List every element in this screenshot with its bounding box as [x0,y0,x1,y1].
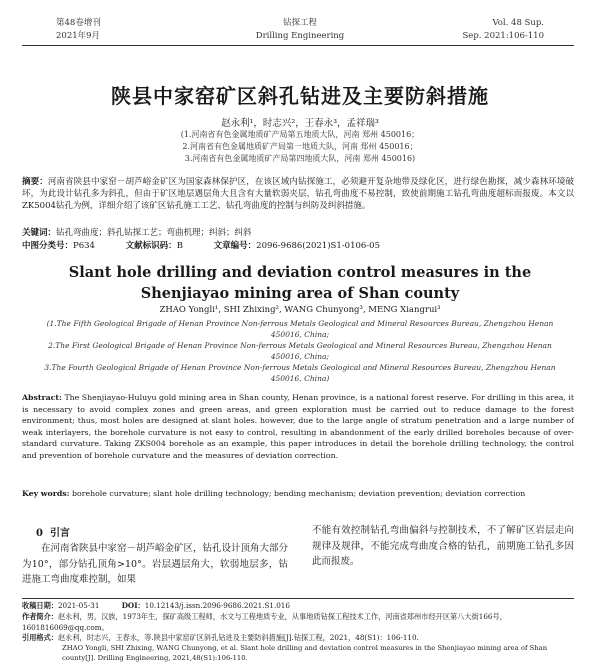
article-no-label: 文章编号： [213,241,257,251]
paper-title-en: Slant hole drilling and deviation control measures in the Shenjiayao mining area of Shan county [68,264,532,302]
section-number: 0 [36,528,43,539]
received-value: 2021-05-31 [57,601,100,610]
abstract-en-label: Abstract: [22,393,62,402]
abstract-cn-label: 摘要： [22,177,48,187]
doc-code-label: 文献标识码： [125,241,177,251]
footnote-citation-cn [22,633,574,644]
keywords-cn-text: 钻孔弯曲度；斜孔钻探工艺；弯曲机理；纠斜；纠斜 [56,228,252,238]
footnote-citation-en: ZHAO Yongli, SHI Zhixing, WANG Chunyong, et al. Slant hole drilling and deviation control measures in the Shenjiayao mining area of Shan county[J]. Drilling Engineering, 2021,48(S1):106-110. [62,644,548,662]
keywords-en-text: borehole curvature; slant hole drilling technology; bending mechanism; deviation prevention; deviation correction [72,489,526,498]
header-rule [22,45,574,46]
affiliation-cn-2: 2.河南省有色金属地质矿产局第一地质大队，河南 郑州 450016； [182,142,418,151]
affiliation-cn-1: (1.河南省有色金属地质矿产局第五地质大队，河南 郑州 450016； [180,130,420,139]
authors-en: ZHAO Yongli¹, SHI Zhixing², WANG Chunyong³, MENG Xiangrui³ [159,305,441,315]
journal-date-en: Sep. 2021:106-110 [462,31,544,41]
authors-cn: 赵永利¹，时志兴²，王春永³，孟祥瑞³ [221,118,379,129]
keywords-en [22,488,574,500]
section-title: 引言 [49,528,70,539]
journal-volume-cn: 第48卷增刊 [56,18,101,28]
intro-column-left: 在河南省陕县中家窑－胡芦峪金矿区，钻孔设计顶角大部分为10°，部分钻孔顶角>10°。岩层遇层角大，软弱地层多，钻进施工弯曲度难控制，如果 [22,543,289,585]
abstract-en-text: The Shenjiayao-Huluyu gold mining area in Shan county, Henan province, is a national forest reserve. For drilling in this area, it is necessary to avoid complex zones and green areas, and green exploration must be carried out to reduce damage to the forest environment; thus, most holes are designed at slant holes. however, due to the large angle of stratum penetration and a large number of weak interlayers, the borehole curvature is not easy to control, resulting in abandonment of the early drilled boreholes because of over-standard curvature. Taking ZKS004 borehole as an example, this paper introduces in detail the borehole drilling technology, the control and prevention of borehole curvature and the measures of deviation correction. [22,393,574,460]
keywords-en-label: Key words: [22,489,70,498]
keywords-cn [22,227,574,239]
abstract-en [22,392,574,461]
paper-title-cn: 陕县中家窑矿区斜孔钻进及主要防斜措施 [111,84,489,108]
keywords-cn-label: 关键词： [22,228,57,238]
journal-volume-en: Vol. 48 Sup. [492,18,544,28]
author-bio-text: 赵永利，男，汉族，1973年生，探矿高级工程师，水文与工程地质专业，从事地质钻探工程技术工作，河南省郑州市经开区第八大街166号，1601816069@qq.com。 [22,612,507,632]
author-bio-label: 作者简介： [22,612,58,621]
affiliation-en-2: 2.The First Geological Brigade of Henan Province Non-ferrous Metals Geological and Mineral Resources Bureau, Zhengzhou Henan 450016, China; [48,341,552,361]
article-no-value: 2096-9686(2021)S1-0106-05 [256,241,380,251]
citation-cn-text: 赵永利，时志兴，王春永，等.陕县中家窑矿区斜孔钻进及主要防斜措施[J].钻探工程，2021，48(S1)：106-110. [57,633,419,642]
journal-date-cn: 2021年9月 [56,31,101,41]
footnote-received [22,601,574,612]
citation-label: 引用格式： [22,633,58,642]
journal-name-cn: 钻探工程 [282,18,317,28]
doi-label: DOI： [121,601,145,610]
affiliation-cn-3: 3.河南省有色金属地质矿产局第四地质大队，河南 郑州 450016) [184,154,416,163]
doi-value: 10.12143/j.issn.2096-9686.2021.S1.016 [144,601,290,610]
footnote-rule [22,598,574,599]
footnote-author-bio [22,612,574,633]
clc-value: P634 [73,241,95,251]
journal-name-en: Drilling Engineering [255,31,345,41]
abstract-cn-text: 河南省陕县中家窑－胡芦峪金矿区为国家森林保护区，在该区域内钻探施工，必须避开复杂地带及绿化区，进行绿色勘探，减少森林环境破坏，为此设计钻孔多为斜孔，但由于矿区地层遇层角大且含有大量软弱夹层，钻孔弯曲度不易控制，致使前期施工钻孔弯曲度超标而报废。本文以ZK5004钻孔为例，详细介绍了该矿区钻孔施工工艺、钻孔弯曲度的控制与纠防及纠斜措施。 [22,177,574,211]
section-heading [36,524,70,539]
intro-column-right: 不能有效控制钻孔弯曲偏斜与控制技术，不了解矿区岩层走向规律及规律，不能完成弯曲度合格的钻孔，前期施工钻孔多因此而报废。 [312,525,574,567]
received-label: 收稿日期： [22,601,58,610]
clc-label: 中图分类号： [22,241,74,251]
affiliation-en-1: (1.The Fifth Geological Brigade of Henan Province Non-ferrous Metals Geological and Mineral Resources Bureau, Zhengzhou Henan 450016, China; [46,319,554,339]
abstract-cn [22,176,574,212]
doc-code-value: B [176,241,183,251]
affiliation-en-3: 3.The Fourth Geological Brigade of Henan Province Non-ferrous Metals Geological and Mineral Resources Bureau, Zhengzhou Henan 450016, China) [44,363,556,383]
classification-cn [22,240,574,252]
